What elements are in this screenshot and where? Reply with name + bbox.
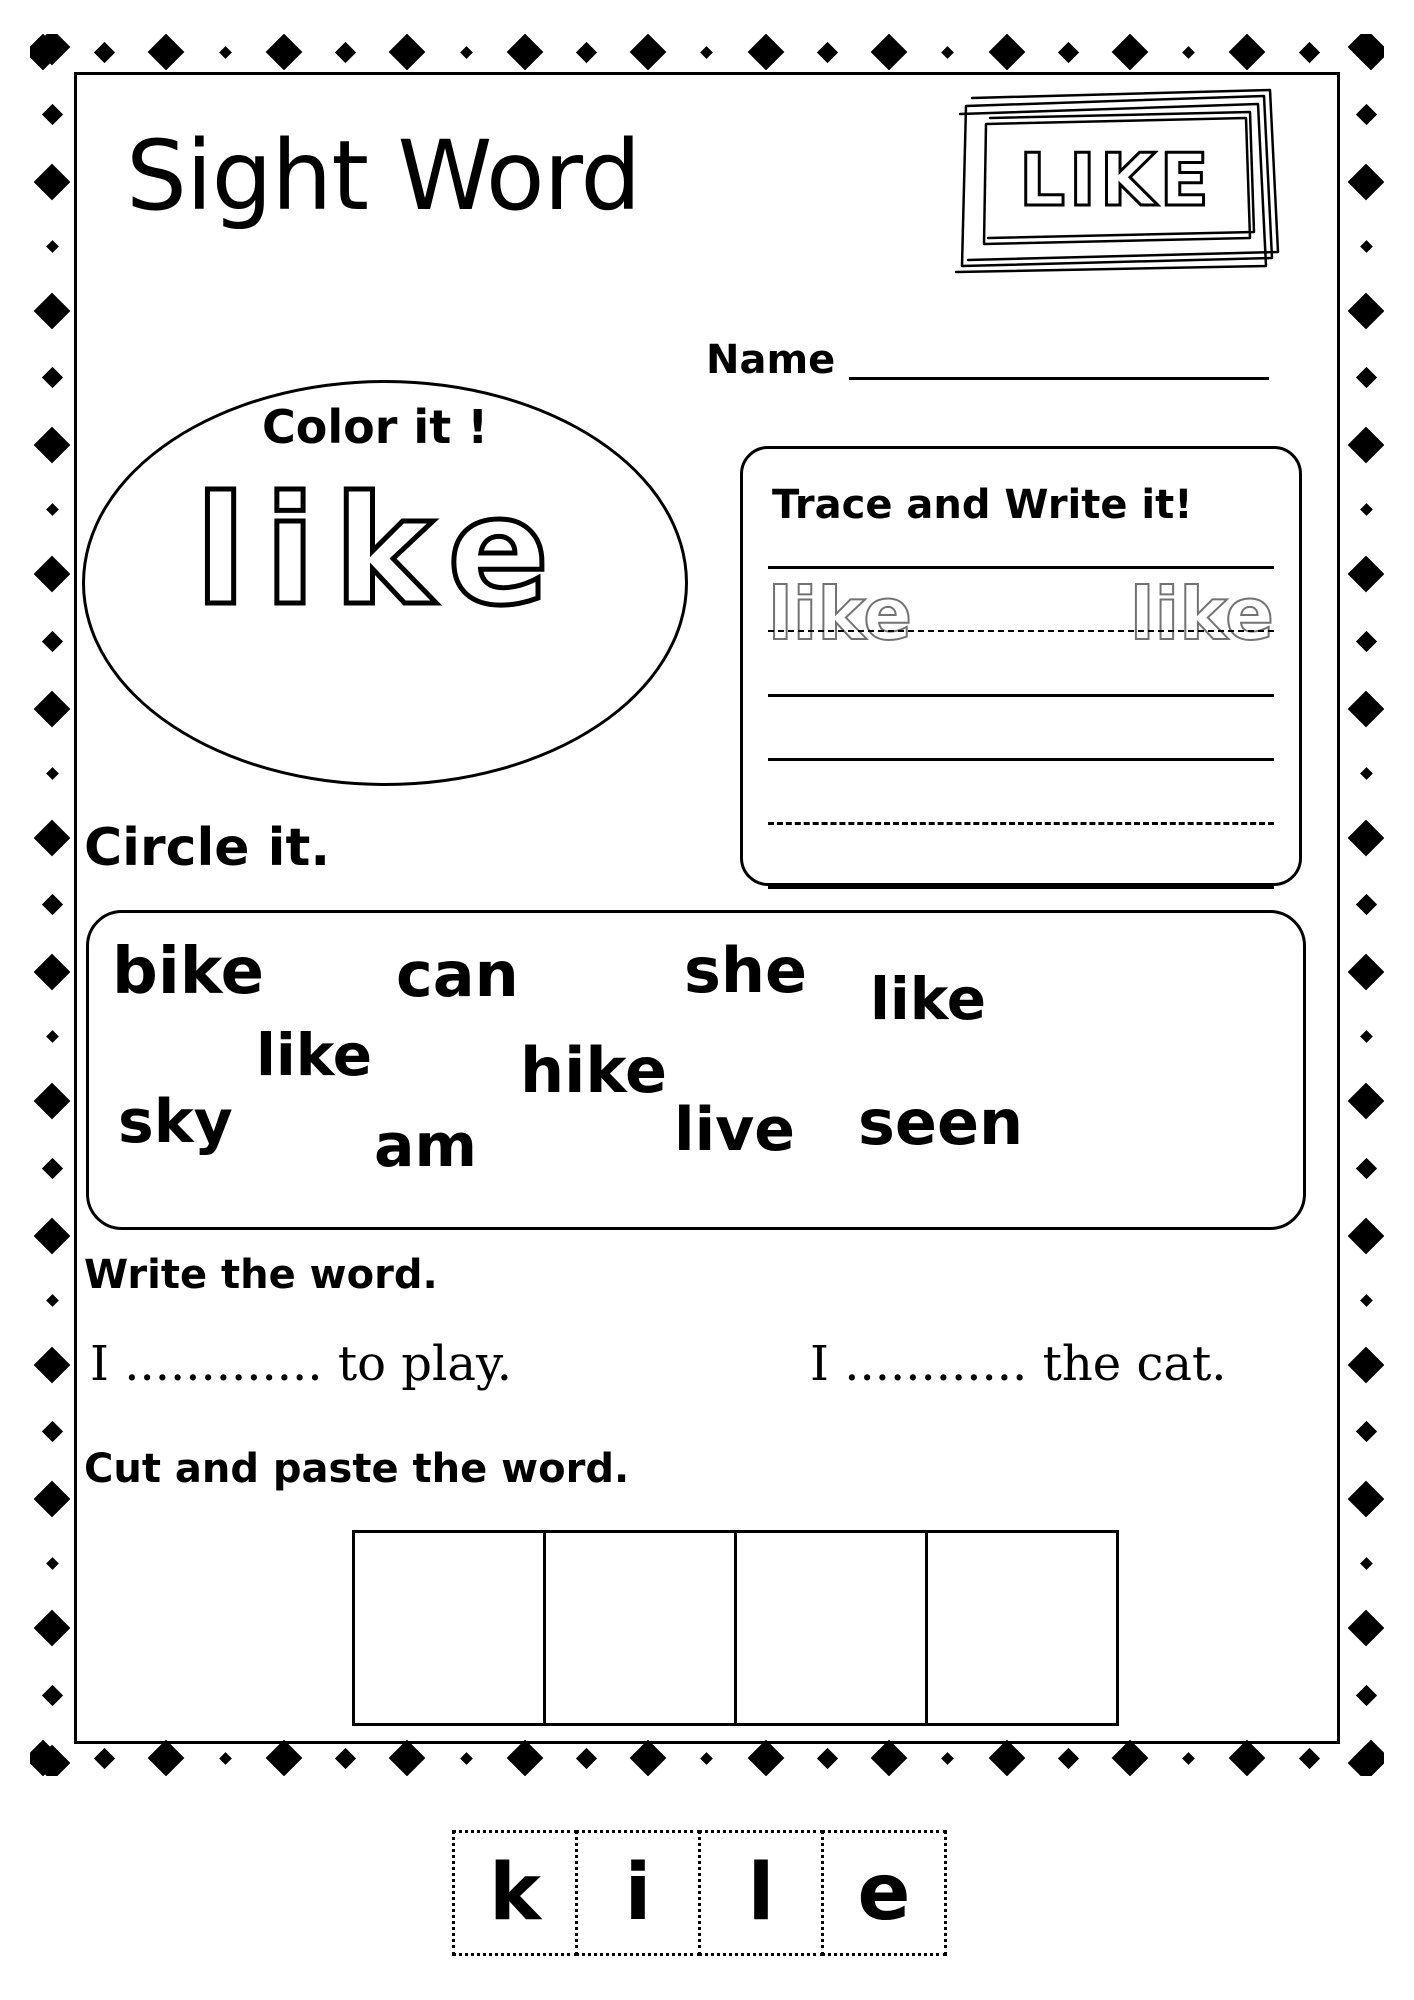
- paste-cell[interactable]: [925, 1530, 1119, 1726]
- circle-word[interactable]: can: [396, 938, 519, 1011]
- sight-word-badge: [946, 80, 1286, 280]
- cut-letter[interactable]: i: [575, 1830, 701, 1956]
- name-row: [706, 337, 1269, 383]
- trace-and-write-label: Trace and Write it!: [772, 482, 1193, 528]
- color-it-label: Color it !: [262, 400, 489, 454]
- color-it-word[interactable]: like: [194, 465, 568, 639]
- write-the-word-label: Write the word.: [84, 1252, 438, 1298]
- trace-rule-baseline: [768, 694, 1274, 697]
- trace-rule-second-dashed: [768, 822, 1274, 825]
- cut-letter-strip: [452, 1830, 947, 1956]
- cut-letter[interactable]: k: [452, 1830, 578, 1956]
- circle-word[interactable]: hike: [520, 1034, 668, 1107]
- cut-and-paste-label: Cut and paste the word.: [84, 1446, 630, 1492]
- paste-cell[interactable]: [352, 1530, 546, 1726]
- circle-word[interactable]: she: [684, 934, 808, 1007]
- trace-rule-top: [768, 566, 1274, 569]
- border-band-top: [30, 34, 1384, 70]
- circle-word[interactable]: like: [256, 1021, 373, 1089]
- badge-word: LIKE: [1019, 138, 1213, 222]
- circle-word[interactable]: like: [870, 965, 987, 1033]
- page-frame: [74, 72, 1340, 1744]
- border-band-bottom: [30, 1740, 1384, 1776]
- cut-letter[interactable]: l: [698, 1830, 824, 1956]
- trace-word-2: like: [1129, 572, 1274, 656]
- circle-word[interactable]: bike: [112, 935, 264, 1009]
- trace-rule-second-baseline: [768, 886, 1274, 889]
- paste-grid: [352, 1530, 1119, 1726]
- paste-cell[interactable]: [543, 1530, 737, 1726]
- write-sentence-2[interactable]: I ............ the cat.: [810, 1336, 1227, 1392]
- paste-cell[interactable]: [734, 1530, 928, 1726]
- cut-letter[interactable]: e: [821, 1830, 947, 1956]
- write-sentence-1[interactable]: I ............. to play.: [90, 1336, 512, 1392]
- border-band-left: [34, 34, 70, 1776]
- name-label: Name: [706, 337, 836, 383]
- border-band-right: [1348, 34, 1384, 1776]
- circle-word[interactable]: seen: [858, 1086, 1024, 1159]
- circle-word[interactable]: live: [674, 1095, 795, 1165]
- circle-word[interactable]: am: [374, 1111, 478, 1181]
- trace-word-row[interactable]: [768, 572, 1274, 656]
- name-input-line[interactable]: [849, 343, 1269, 380]
- trace-rule-second-top: [768, 758, 1274, 761]
- page-title: Sight Word: [126, 120, 641, 232]
- circle-word[interactable]: sky: [118, 1087, 233, 1157]
- trace-word-1: like: [768, 572, 913, 656]
- circle-it-label: Circle it.: [84, 818, 331, 878]
